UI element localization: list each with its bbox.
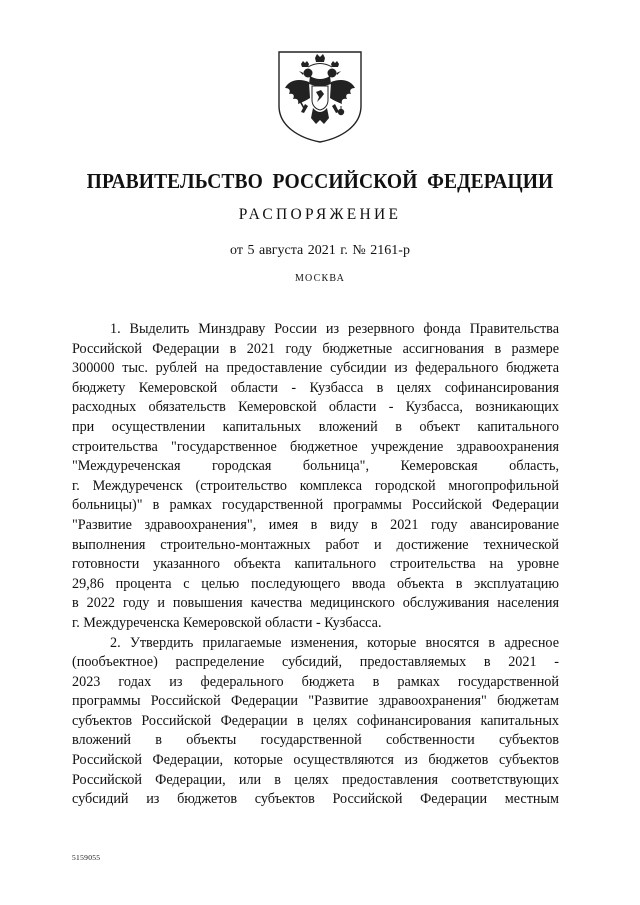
- body-line: расходных обязательств Кемеровской области - Кузбасса, возникающих: [72, 399, 559, 416]
- body-line: при осуществлении капитальных вложений в объект капитального: [72, 418, 559, 435]
- body-line: готовности указанного объекта капитального строительства на уровне: [72, 556, 559, 573]
- body-line: (пообъектное) распределение субсидий, предоставляемых в 2021 -: [72, 654, 559, 671]
- government-title: ПРАВИТЕЛЬСТВО РОССИЙСКОЙ ФЕДЕРАЦИИ: [86, 169, 554, 193]
- body-line: г. Междуреченска Кемеровской области - Кузбасса.: [72, 614, 382, 631]
- body-line: Российской Федерации в 2021 году бюджетные ассигнования в размере: [72, 340, 559, 357]
- body-line: бюджету Кемеровской области - Кузбасса в целях софинансирования: [72, 379, 559, 396]
- document-code: 5159055: [72, 853, 101, 862]
- body-line: в 2022 году и повышения качества медицинского обслуживания населения: [72, 595, 559, 612]
- body-line: 300000 тыс. рублей на предоставление субсидии из федерального бюджета: [72, 360, 559, 377]
- body-line: 1. Выделить Минздраву России из резервного фонда Правительства: [110, 321, 559, 337]
- body-line: "Междуреченская городская больница", Кемеровская область,: [72, 458, 559, 475]
- body-line: вложений в объекты государственной собственности субъектов: [72, 732, 559, 749]
- body-line: субъектов Российской Федерации в целях софинансирования капитальных: [72, 712, 559, 729]
- document-date-number: от 5 августа 2021 г. № 2161-р: [230, 243, 410, 258]
- body-line: Российской Федерации, которые осуществляются из бюджетов субъектов: [72, 752, 559, 769]
- body-line: больницы)" в рамках государственной программы Российской Федерации: [72, 497, 559, 514]
- document-city: МОСКВА: [294, 273, 346, 284]
- document-type-heading: РАСПОРЯЖЕНИЕ: [238, 206, 402, 223]
- body-line: субсидий из бюджетов субъектов Российской Федерации местным: [72, 791, 559, 808]
- document-body: [72, 320, 559, 810]
- body-line: 2023 годах из федерального бюджета в рамках государственной: [72, 673, 559, 690]
- body-line: строительства "государственное бюджетное учреждение здравоохранения: [72, 438, 559, 455]
- body-line: 29,86 процента с целью последующего ввода объекта в эксплуатацию: [72, 575, 559, 592]
- body-line: г. Междуреченск (строительство комплекса городской многопрофильной: [72, 477, 559, 494]
- body-line: "Развитие здравоохранения", имея в виду в 2021 году авансирование: [72, 516, 559, 533]
- body-line: выполнения строительно-монтажных работ и достижение технической: [72, 536, 559, 553]
- body-line: программы Российской Федерации "Развитие здравоохранения" бюджетам: [72, 693, 559, 710]
- body-line: Российской Федерации, или в целях предоставления соответствующих: [72, 771, 559, 788]
- body-line: 2. Утвердить прилагаемые изменения, которые вносятся в адресное: [110, 634, 559, 651]
- coat-of-arms-icon: [275, 48, 365, 144]
